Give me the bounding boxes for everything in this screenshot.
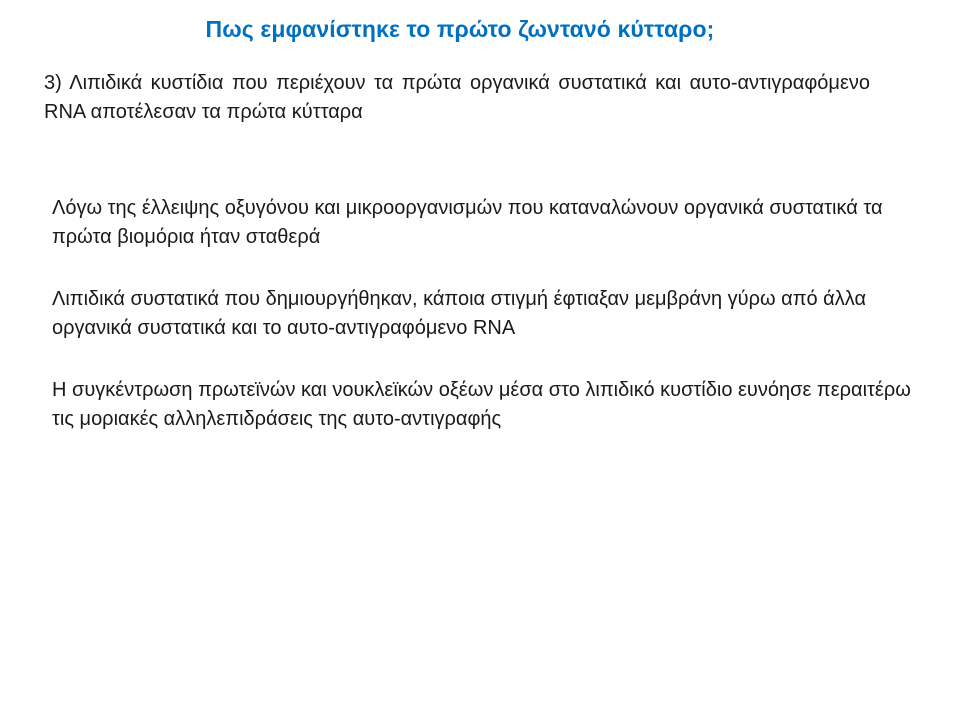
paragraph-oxygen: Λόγω της έλλειψης οξυγόνου και μικροοργανισμών που καταναλώνουν οργανικά συστατικά τα πρώτα βιομόρια ήταν σταθερά <box>52 197 883 248</box>
slide-body <box>52 194 912 467</box>
paragraph-lipid-membrane: Λιπιδικά συστατικά που δημιουργήθηκαν, κάποια στιγμή έφτιαξαν μεμβράνη γύρω από άλλα οργανικά συστατικά και το αυτο-αντιγραφόμενο RNA <box>52 288 867 339</box>
numbered-point: 3) Λιπιδικά κυστίδια που περιέχουν τα πρώτα οργανικά συστατικά και αυτο-αντιγραφόμενο RNA αποτέλεσαν τα πρώτα κύτταρα <box>44 72 870 123</box>
paragraph-concentration: Η συγκέντρωση πρωτεϊνών και νουκλεϊκών οξέων μέσα στο λιπιδικό κυστίδιο ευνόησε περαιτέρω τις μοριακές αλληλεπιδράσεις της αυτο-αντιγραφής <box>52 379 911 430</box>
slide-title: Πως εμφανίστηκε το πρώτο ζωντανό κύτταρο; <box>205 16 715 42</box>
